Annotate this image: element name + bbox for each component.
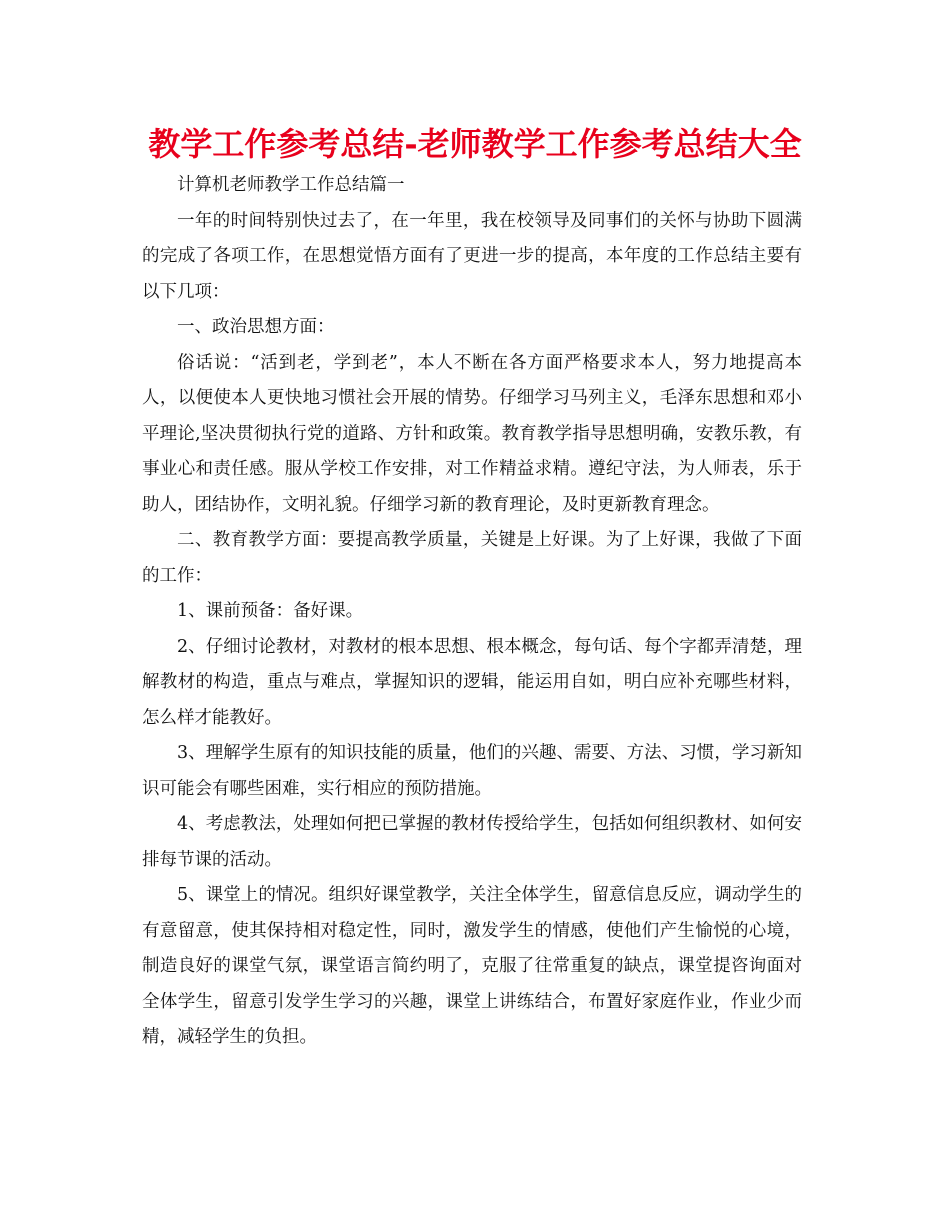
paragraph-heading-politics: 一、政治思想方面：: [177, 317, 335, 337]
paragraph-item-5: 5、课堂上的情况。组织好课堂教学，关注全体学生，留意信息反应，调动学生的有意留意，使其保持相对稳定性，同时，激发学生的情感，使他们产生愉悦的心境，制造良好的课堂气氛，课堂语言简约明了，克服了往常重复的缺点，课堂提咨询面对全体学生，留意引发学生学习的兴趣，课堂上讲练结合，布置好家庭作业，作业少而精，减轻学生的负担。: [142, 885, 802, 1047]
document-title: 教学工作参考总结-老师教学工作参考总结大全: [148, 125, 802, 163]
paragraph-politics: 俗话说：“活到老，学到老”，本人不断在各方面严格要求本人，努力地提高本人，以便使本人更快地习惯社会开展的情势。仔细学习马列主义，毛泽东思想和邓小平理论,坚决贯彻执行党的道路、方针和政策。教育教学指导思想明确，安教乐教，有事业心和责任感。服从学校工作安排，对工作精益求精。遵纪守法，为人师表，乐于助人，团结协作，文明礼貌。仔细学习新的教育理论，及时更新教育理念。: [142, 352, 802, 515]
paragraph-item-4: 4、考虑教法，处理如何把已掌握的教材传授给学生，包括如何组织教材、如何安排每节课的活动。: [142, 814, 802, 870]
paragraph-item-2: 2、仔细讨论教材，对教材的根本思想、根本概念，每句话、每个字都弄清楚，理解教材的构造，重点与难点，掌握知识的逻辑，能运用自如，明白应补充哪些材料，怎么样才能教好。: [142, 636, 802, 728]
paragraph-section-heading: 计算机老师教学工作总结篇一: [177, 175, 405, 195]
paragraph-item-3: 3、理解学生原有的知识技能的质量，他们的兴趣、需要、方法、习惯，学习新知识可能会有哪些困难，实行相应的预防措施。: [142, 743, 802, 799]
paragraph-heading-teaching: 二、教育教学方面：要提高教学质量，关键是上好课。为了上好课，我做了下面的工作：: [142, 530, 802, 586]
paragraph-item-1: 1、课前预备：备好课。: [177, 601, 364, 621]
paragraph-intro: 一年的时间特别快过去了，在一年里，我在校领导及同事们的关怀与协助下圆满的完成了各项工作，在思想觉悟方面有了更进一步的提高，本年度的工作总结主要有以下几项：: [142, 210, 802, 302]
document-body: [142, 168, 802, 1056]
